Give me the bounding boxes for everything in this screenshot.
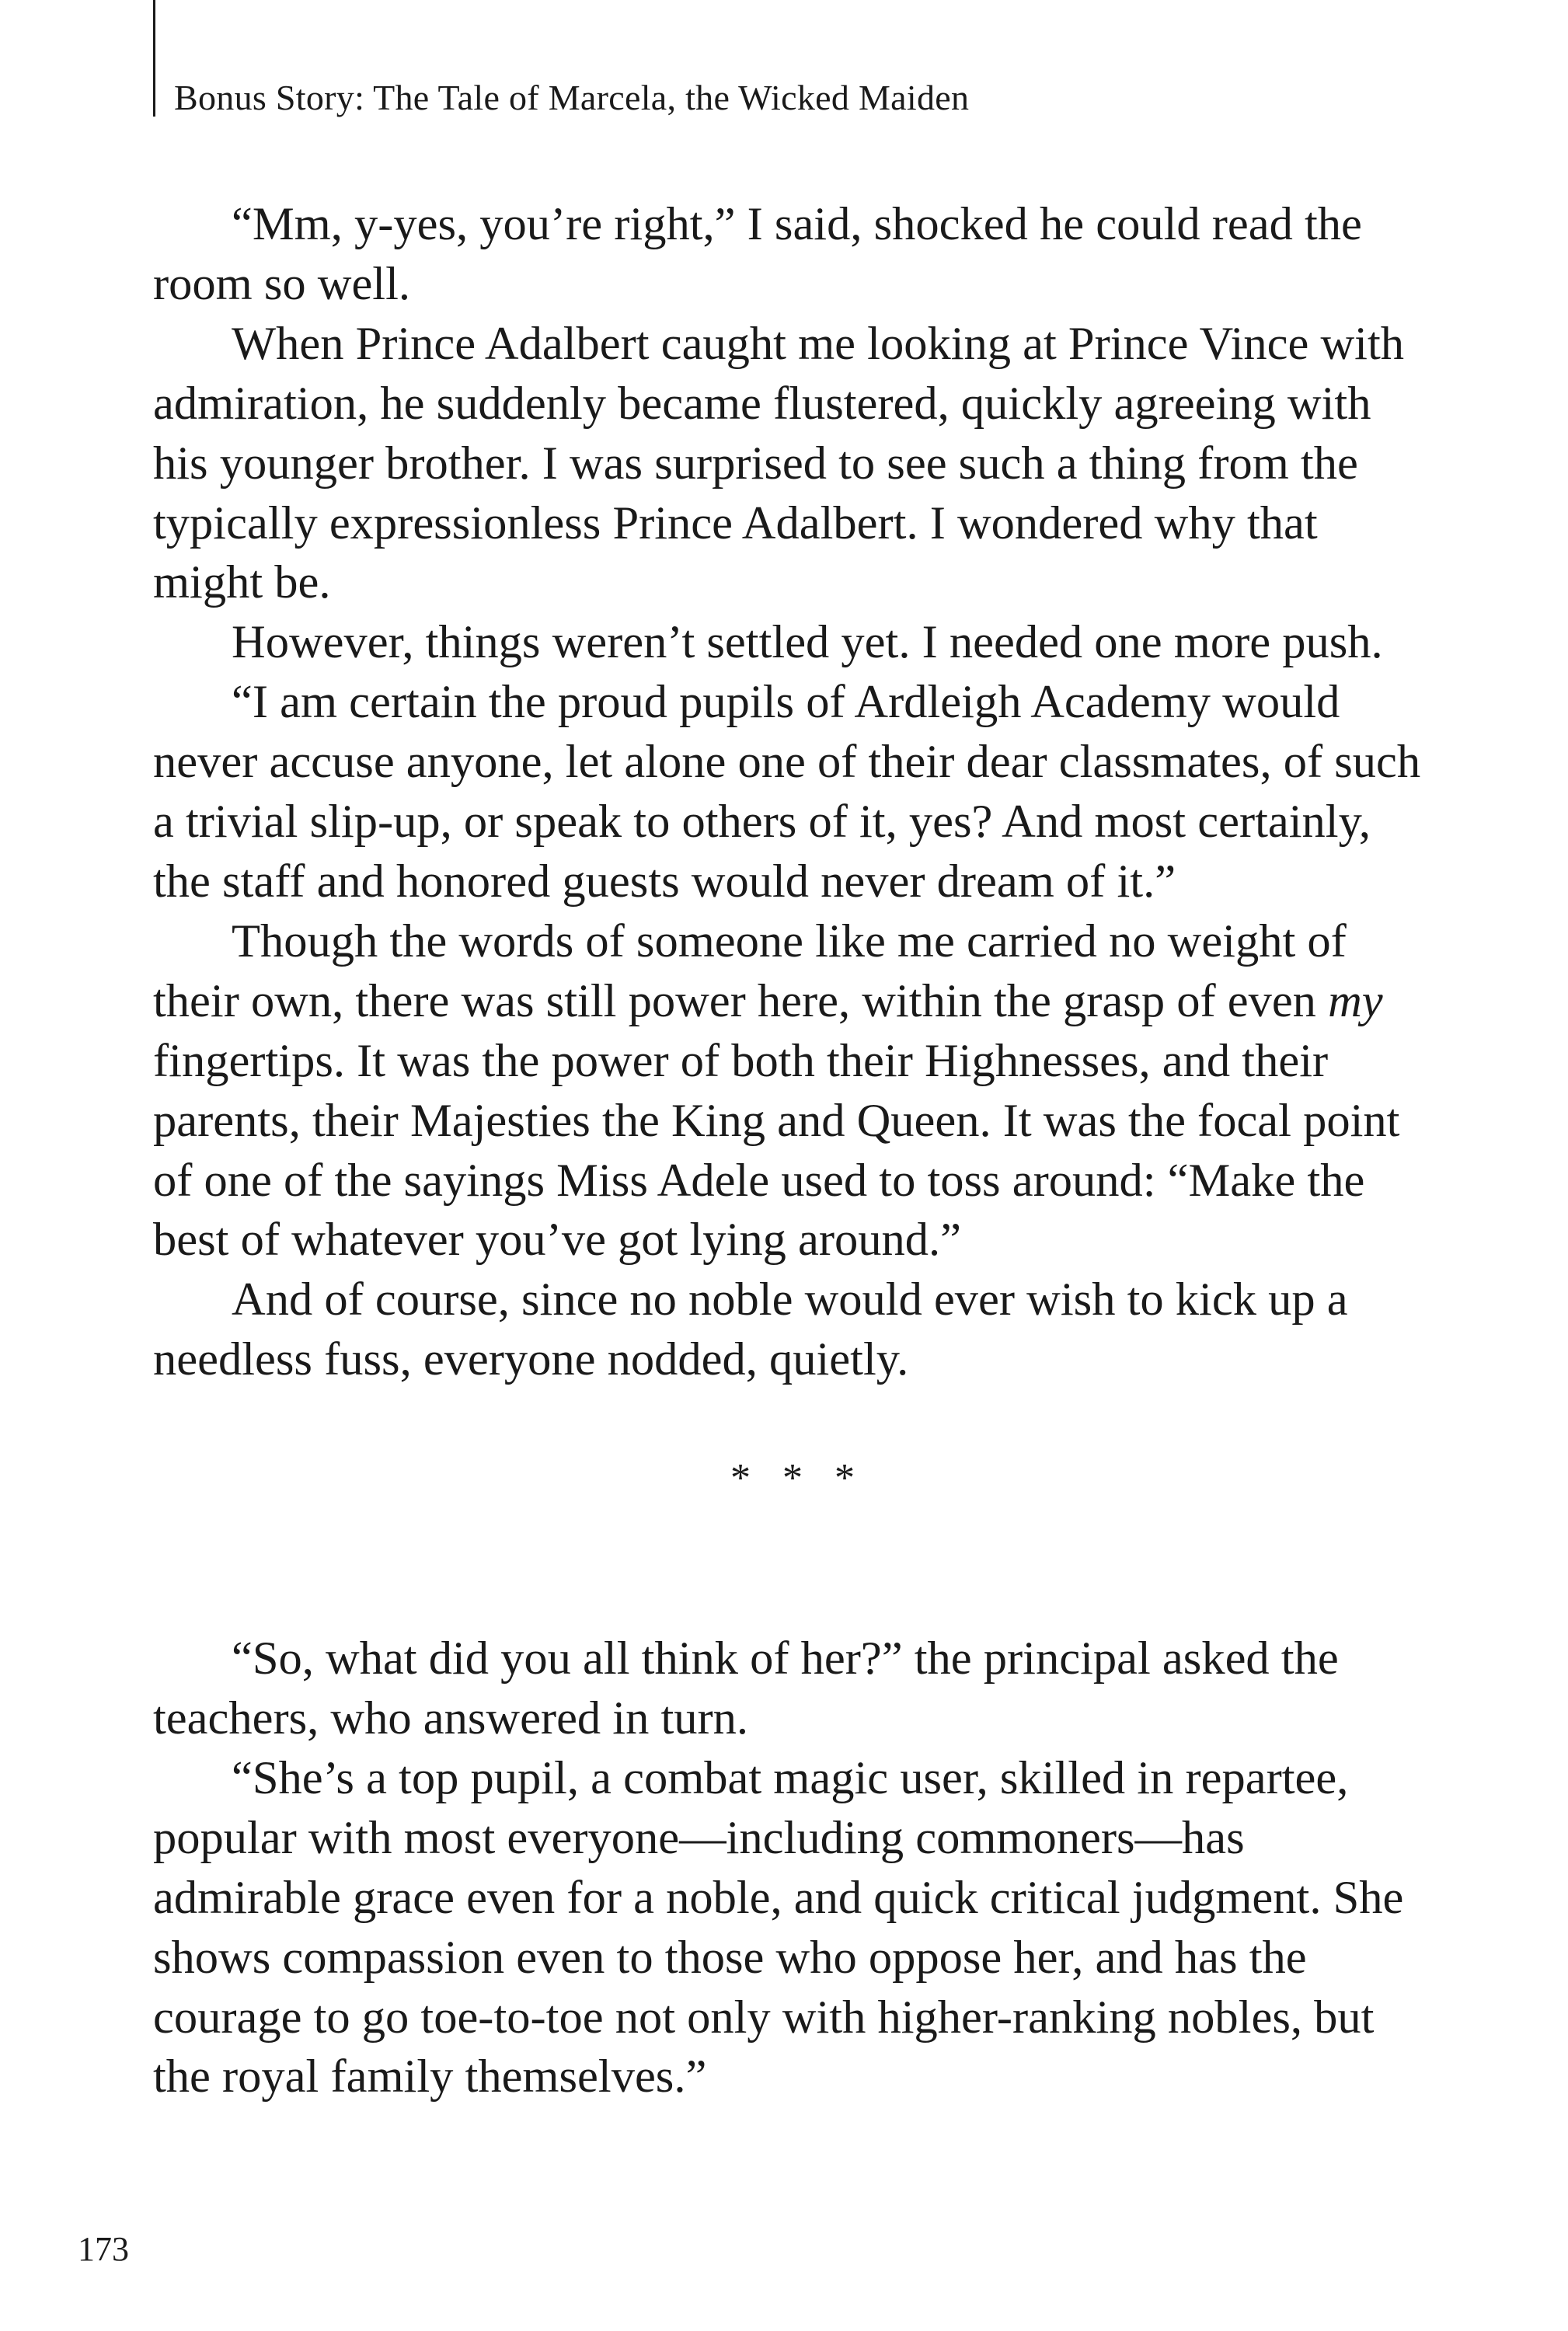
paragraph [153,912,1427,1270]
paragraph: “So, what did you all think of her?” the principal asked the teachers, who answered in turn. [153,1632,1339,1745]
paragraph: And of course, since no noble would ever wish to kick up a needless fuss, everyone nodded, quietly. [153,1274,1348,1386]
emphasized-word: my [1328,974,1383,1027]
paragraph: When Prince Adalbert caught me looking at Prince Vince with admiration, he suddenly became flustered, quickly agreeing with his younger brother. I was surprised to see such a thing from the typically expressionless Prince Adalbert. I wondered why that might be. [153,317,1405,609]
page-number: 173 [78,2230,129,2268]
paragraph-text: fingertips. It was the power of both their Highnesses, and their parents, their Majesties the King and Queen. It was the focal point of one of the sayings Miss Adele used to toss around: “Make the best of whatever you’ve got lying around.” [153,1034,1400,1267]
header-rule [153,0,155,117]
body-text [153,195,1427,2107]
paragraph: “I am certain the proud pupils of Ardleigh Academy would never accuse anyone, let alone one of their dear classmates, of such a trivial slip-up, or speak to others of it, yes? And most certainly, the staff and honored guests would never dream of it.” [153,676,1421,908]
running-head: Bonus Story: The Tale of Marcela, the Wicked Maiden [174,78,970,117]
paragraph: However, things weren’t settled yet. I needed one more push. [232,616,1383,669]
scene-break: * * * [730,1456,866,1501]
paragraph-text: Though the words of someone like me carried no weight of their own, there was still power here, within the grasp of even [153,915,1347,1027]
paragraph: “She’s a top pupil, a combat magic user, skilled in repartee, popular with most everyone—including commoners—has admirable grace even for a noble, and quick critical judgment. She shows compassion even to those who oppose her, and has the courage to go toe-to-toe not only with higher-ranking nobles, but the royal family themselves.” [153,1751,1404,2103]
paragraph: “Mm, y-yes, you’re right,” I said, shocked he could read the room so well. [153,198,1362,310]
